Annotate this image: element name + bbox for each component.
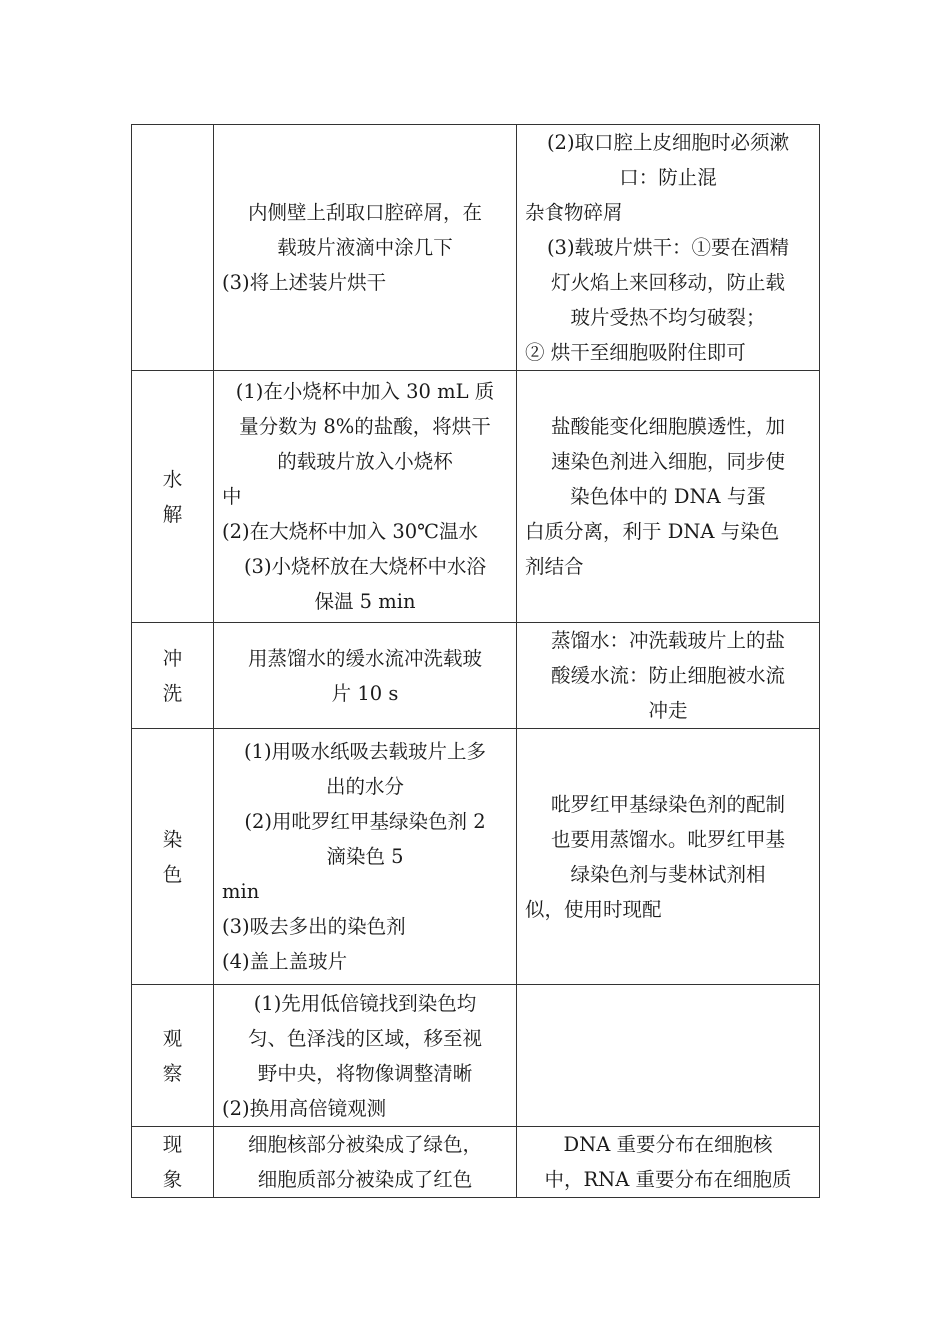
operation-cell [214,623,517,729]
purpose-cell [517,125,820,371]
operation-line: (4)盖上盖玻片 [222,950,348,973]
purpose-cell [517,985,820,1127]
purpose-line: 也要用蒸馏水。吡罗红甲基 [550,827,785,851]
purpose-line: 速染色剂进入细胞，同步使 [550,450,785,473]
purpose-line: 吡罗红甲基绿染色剂的配制 [550,792,785,816]
operation-line: 用蒸馏水的缓水流冲洗载玻 [247,646,482,670]
table-row [132,985,820,1127]
purpose-line: 杂食物碎屑 [525,201,623,224]
purpose-line: 灯火焰上来回移动，防止载 [550,271,785,294]
step-label-char: 色 [162,862,183,886]
purpose-line: 染色体中的 DNA 与蛋 [570,485,766,508]
operation-line: 细胞质部分被染成了红色 [257,1168,473,1191]
operation-cell [214,125,517,371]
operation-line: 滴染色 5 [326,845,404,868]
table-row [132,729,820,985]
operation-line: 片 10 s [331,681,399,705]
operation-cell [214,1127,517,1198]
purpose-line: 蒸馏水：冲洗载玻片上的盐 [550,629,785,652]
purpose-line: 剂结合 [525,555,584,578]
operation-line: (2)用吡罗红甲基绿染色剂 2 [244,810,486,833]
step-label-char: 观 [162,1026,183,1050]
purpose-line: 白质分离，利于 DNA 与染色 [525,520,780,543]
purpose-line: 中，RNA 重要分布在细胞质 [544,1168,792,1191]
operation-line: 中 [222,485,242,508]
operation-cell [214,985,517,1127]
step-label-char: 察 [162,1061,183,1085]
experiment-steps-table [131,124,820,1198]
operation-line: (1)在小烧杯中加入 30 mL 质 [235,380,495,403]
purpose-line: 盐酸能变化细胞膜透性，加 [550,415,785,438]
operation-line: min [222,880,260,903]
operation-line: 野中央，将物像调整清晰 [257,1061,473,1085]
purpose-line: 口：防止混 [619,166,717,189]
purpose-cell [517,623,820,729]
operation-line: 细胞核部分被染成了绿色， [247,1133,482,1156]
purpose-line: 似，使用时现配 [525,897,662,921]
step-label-char: 冲 [162,646,183,670]
purpose-line: 冲走 [648,699,688,722]
step-label-char: 现 [162,1133,183,1156]
purpose-line: 玻片受热不均匀破裂； [570,306,766,329]
step-cell [132,985,214,1127]
step-label-char: 解 [162,502,183,526]
table-row [132,125,820,371]
step-cell [132,729,214,985]
operation-line: 内侧壁上刮取口腔碎屑，在 [247,201,482,224]
purpose-line: 绿染色剂与斐林试剂相 [570,862,766,886]
step-label-char: 洗 [162,681,183,705]
operation-line: (1)先用低倍镜找到染色均 [253,991,477,1015]
operation-line: 匀、色泽浅的区域，移至视 [247,1026,482,1050]
step-cell [132,623,214,729]
step-cell [132,1127,214,1198]
operation-line: 保温 5 min [314,590,416,613]
purpose-line: ② 烘干至细胞吸附住即可 [525,341,746,364]
operation-line: (3)吸去多出的染色剂 [222,915,406,938]
purpose-cell [517,371,820,623]
step-cell [132,125,214,371]
operation-line: 量分数为 8%的盐酸，将烘干 [239,415,491,438]
operation-cell [214,371,517,623]
purpose-cell [517,729,820,985]
purpose-cell [517,1127,820,1198]
table-row [132,1127,820,1198]
operation-line: (3)将上述装片烘干 [222,271,387,294]
operation-line: 出的水分 [325,775,404,798]
operation-line: (3)小烧杯放在大烧杯中水浴 [243,555,487,578]
table-row [132,623,820,729]
step-label-char: 染 [162,827,183,851]
table-row [132,371,820,623]
step-label-char: 水 [162,467,183,491]
operation-line: 载玻片液滴中涂几下 [277,236,453,259]
operation-line: (1)用吸水纸吸去载玻片上多 [243,740,487,763]
operation-line: (2)换用高倍镜观测 [222,1096,387,1120]
purpose-line: (3)载玻片烘干：①要在酒精 [546,236,790,259]
step-cell [132,371,214,623]
purpose-line: DNA 重要分布在细胞核 [563,1133,773,1156]
purpose-line: 酸缓水流：防止细胞被水流 [550,664,785,687]
operation-cell [214,729,517,985]
operation-line: 的载玻片放入小烧杯 [277,450,453,473]
purpose-line: (2)取口腔上皮细胞时必须漱 [546,131,790,154]
step-label-char: 象 [162,1168,183,1191]
operation-line: (2)在大烧杯中加入 30℃温水 [222,520,478,543]
